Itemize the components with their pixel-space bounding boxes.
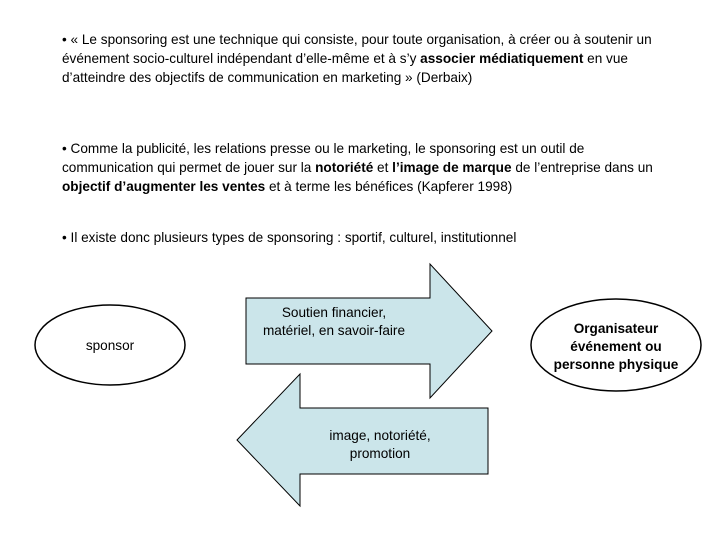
- paragraph-1-run-2: associer médiatiquement: [420, 51, 584, 66]
- paragraph-2-run-5: de l’entreprise dans un: [511, 160, 653, 175]
- paragraph-3-run-1: • Il existe donc plusieurs types de sponsoring : sportif, culturel, institutionnel: [62, 230, 517, 245]
- paragraph-2-run-1: • Comme la publicité, les relations presse ou le marketing, le sponsoring est un outil de communication qui permet de jouer sur la: [62, 141, 585, 175]
- arrow-right-label: [236, 304, 432, 340]
- sponsor-label: sponsor: [85, 338, 135, 353]
- arrow-right-label-line-1: Soutien financier,: [281, 305, 387, 320]
- organizer-label: [531, 320, 701, 374]
- paragraph-1-run-3: en vue d’atteindre des objectifs de communication en marketing » (Derbaix): [62, 51, 628, 85]
- organizer-label-line-1: Organisateur: [573, 321, 659, 336]
- organizer-label-line-3: personne physique: [553, 357, 679, 372]
- paragraph-2-run-3: et: [373, 160, 393, 175]
- arrow-left-label-line-1: image, notoriété,: [329, 428, 431, 443]
- paragraph-2-run-7: et à terme les bénéfices (Kapferer 1998): [265, 179, 513, 194]
- organizer-label-line-2: événement ou: [570, 339, 662, 354]
- arrow-left-label-line-2: promotion: [349, 446, 411, 461]
- arrow-right-label-line-2: matériel, en savoir-faire: [262, 323, 406, 338]
- paragraph-2-run-2: notoriété: [315, 160, 374, 175]
- arrow-left-label: [295, 427, 465, 463]
- paragraph-2-run-6: objectif d’augmenter les ventes: [62, 179, 266, 194]
- paragraph-1-run-1: • « Le sponsoring est une technique qui consiste, pour toute organisation, à créer ou à soutenir un événement socio-culturel indépendant d’elle-même et à s’y: [62, 32, 652, 66]
- paragraph-2-run-4: l’image de marque: [392, 160, 512, 175]
